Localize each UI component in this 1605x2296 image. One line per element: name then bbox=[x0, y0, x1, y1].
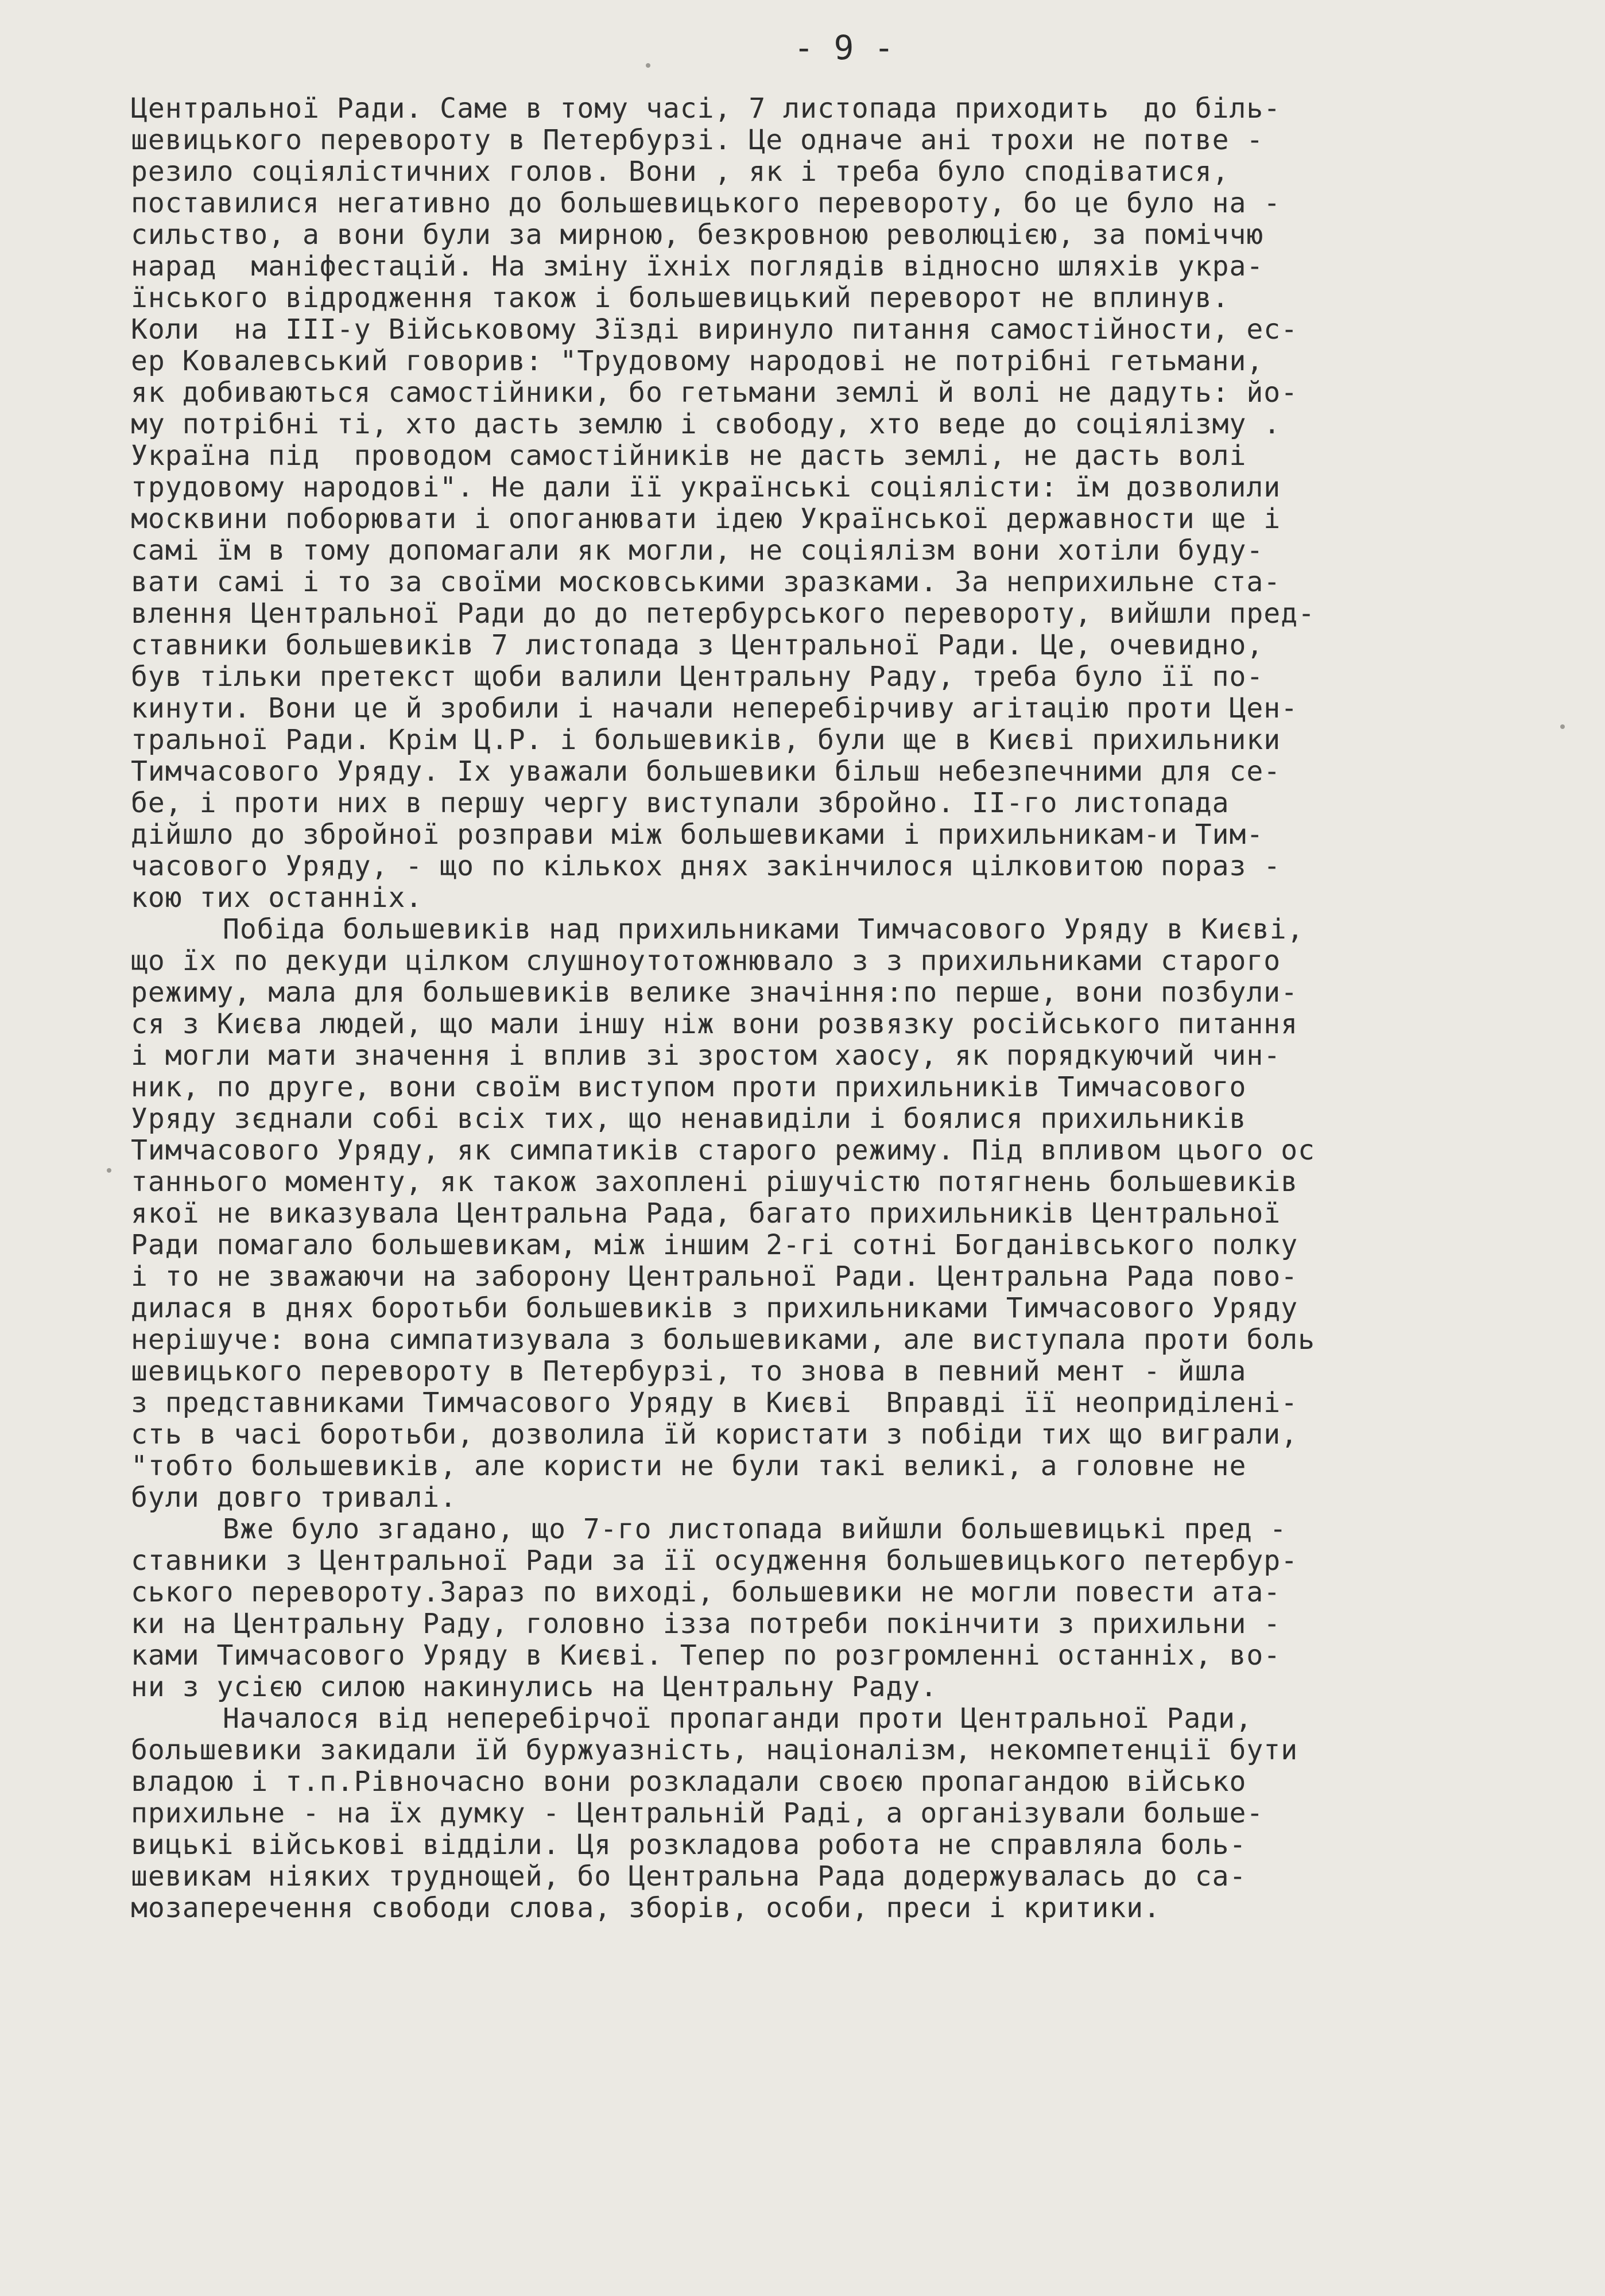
page-number: - 9 - bbox=[793, 28, 894, 67]
text-line: нерішуче: вона симпатизувала з большевиками, але виступала проти боль bbox=[131, 1324, 1315, 1356]
text-line: большевики закидали їй буржуазність, націоналізм, некомпетенції бути bbox=[131, 1734, 1298, 1766]
text-line: Коли на ІІІ-у Військовому Зїзді виринуло питання самостійности, ес- bbox=[131, 313, 1298, 346]
text-line: були довго тривалі. bbox=[131, 1481, 458, 1514]
text-line: дійшло до збройної розправи між большевиками і прихильникам-и Тим- bbox=[131, 819, 1264, 851]
paper-blot bbox=[1560, 724, 1565, 729]
text-line: ни з усією силою накинулись на Центральну Раду. bbox=[131, 1671, 938, 1703]
text-line: вицькі військові відділи. Ця розкладова робота не справляла боль- bbox=[131, 1829, 1247, 1861]
paper-blot bbox=[107, 1168, 111, 1173]
text-line: ками Тимчасового Уряду в Києві. Тепер по розгромленні останніх, во- bbox=[131, 1639, 1281, 1671]
text-line: му потрібні ті, хто дасть землю і свободу, хто веде до соціялізму . bbox=[131, 408, 1281, 440]
text-line: режиму, мала для большевиків велике значіння:по перше, вони позбули- bbox=[131, 976, 1298, 1009]
text-line: тральної Ради. Крім Ц.Р. і большевиків, були ще в Києві прихильники bbox=[131, 724, 1281, 756]
text-line: прихильне - на їх думку - Центральній Раді, а організували больше- bbox=[131, 1797, 1264, 1829]
text-line: дилася в днях боротьби большевиків з прихильниками Тимчасового Уряду bbox=[131, 1292, 1298, 1324]
text-line: кою тих останніх. bbox=[131, 882, 423, 914]
body-text bbox=[131, 93, 1577, 1924]
text-line: кинути. Вони це й зробили і начали неперебірчиву агітацію проти Цен- bbox=[131, 692, 1298, 724]
text-line: шевицького перевороту в Петербурзі, то знова в певний мент - йшла bbox=[131, 1355, 1247, 1387]
text-line: поставилися негативно до большевицького перевороту, бо це було на - bbox=[131, 187, 1281, 219]
text-line: трудовому народові". Не дали її українські соціялісти: їм дозволили bbox=[131, 471, 1281, 503]
text-line: резило соціялістичних голов. Вони , як і треба було сподіватися, bbox=[131, 156, 1230, 188]
text-line: шевицького перевороту в Петербурзі. Це одначе ані трохи не потве - bbox=[131, 124, 1264, 156]
text-line: якої не виказувала Центральна Рада, багато прихильників Центральної bbox=[131, 1197, 1281, 1230]
text-line: "тобто большевиків, але користи не були такі великі, а головне не bbox=[131, 1450, 1247, 1482]
text-line: ставники большевиків 7 листопада з Центральної Ради. Це, очевидно, bbox=[131, 629, 1264, 661]
paragraph-start: Побіда большевиків над прихильниками Тимчасового Уряду в Києві, bbox=[223, 913, 1304, 945]
text-line: шевикам ніяких труднощей, бо Центральна Рада додержувалась до са- bbox=[131, 1860, 1247, 1892]
text-line: ник, по друге, вони своїм виступом проти прихильників Тимчасового bbox=[131, 1071, 1247, 1103]
paragraph-start: Началося від неперебірчої пропаганди проти Центральної Ради, bbox=[223, 1702, 1253, 1735]
text-line: самі їм в тому допомагали як могли, не соціялізм вони хотіли буду- bbox=[131, 534, 1264, 567]
text-line: ер Ковалевський говорив: "Трудовому народові не потрібні гетьмани, bbox=[131, 345, 1264, 377]
text-line: ки на Центральну Раду, головно ізза потреби покінчити з прихильни - bbox=[131, 1608, 1281, 1640]
text-line: вати самі і то за своїми московськими зразками. За неприхильне ста- bbox=[131, 566, 1281, 598]
text-line: ського перевороту.Зараз по виході, большевики не могли повести ата- bbox=[131, 1576, 1281, 1608]
text-line: нарад маніфестацій. На зміну їхніх поглядів відносно шляхів укра- bbox=[131, 250, 1264, 282]
text-line: таннього моменту, як також захоплені рішучістю потягнень большевиків bbox=[131, 1166, 1298, 1198]
text-line: москвини поборювати і опоганювати ідею Української державности ще і bbox=[131, 503, 1281, 535]
text-line: що їх по декуди цілком слушноутотожнювало з з прихильниками старого bbox=[131, 945, 1281, 977]
text-line: був тільки претекст щоби валили Центральну Раду, треба було її по- bbox=[131, 661, 1264, 693]
paragraph-start: Вже було згадано, що 7-го листопада вийшли большевицькі пред - bbox=[223, 1513, 1287, 1545]
text-line: владою і т.п.Рівночасно вони розкладали своєю пропагандою військо bbox=[131, 1766, 1247, 1798]
text-line: часового Уряду, - що по кількох днях закінчилося цілковитою пораз - bbox=[131, 850, 1281, 882]
text-line: бе, і проти них в першу чергу виступали збройно. ІІ-го листопада bbox=[131, 787, 1230, 819]
text-line: Тимчасового Уряду, як симпатиків старого режиму. Під впливом цього ос bbox=[131, 1134, 1315, 1166]
text-line: з представниками Тимчасового Уряду в Києві Вправді її неоприділені- bbox=[131, 1387, 1298, 1419]
text-line: Тимчасового Уряду. Іх уважали большевики більш небезпечними для се- bbox=[131, 755, 1281, 788]
text-line: Україна під проводом самостійників не дасть землі, не дасть волі bbox=[131, 440, 1247, 472]
text-line: сильство, а вони були за мирною, безкровною революцією, за поміччю bbox=[131, 219, 1264, 251]
text-line: і то не зважаючи на заборону Центральної Ради. Центральна Рада пово- bbox=[131, 1261, 1298, 1293]
text-line: їнського відродження також і большевицький переворот не вплинув. bbox=[131, 282, 1230, 314]
text-line: ставники з Центральної Ради за її осудження большевицького петербур- bbox=[131, 1545, 1298, 1577]
text-line: мозаперечення свободи слова, зборів, особи, преси і критики. bbox=[131, 1892, 1161, 1924]
text-line: як добиваються самостійники, бо гетьмани землі й волі не дадуть: йо- bbox=[131, 377, 1298, 409]
text-line: Центральної Ради. Саме в тому часі, 7 листопада приходить до біль- bbox=[131, 92, 1281, 125]
text-line: і могли мати значення і вплив зі зростом хаосу, як порядкуючий чин- bbox=[131, 1040, 1281, 1072]
text-line: сть в часі боротьби, дозволила їй користати з побіди тих що виграли, bbox=[131, 1418, 1298, 1450]
text-line: влення Центральної Ради до до петербурського перевороту, вийшли пред- bbox=[131, 598, 1315, 630]
paper-blot bbox=[646, 63, 650, 68]
text-line: Уряду зєднали собі всіх тих, що ненавиділи і боялися прихильників bbox=[131, 1103, 1247, 1135]
text-line: Ради помагало большевикам, між іншим 2-гі сотні Богданівського полку bbox=[131, 1229, 1298, 1261]
text-line: ся з Києва людей, що мали іншу ніж вони розвязку російського питання bbox=[131, 1008, 1298, 1040]
